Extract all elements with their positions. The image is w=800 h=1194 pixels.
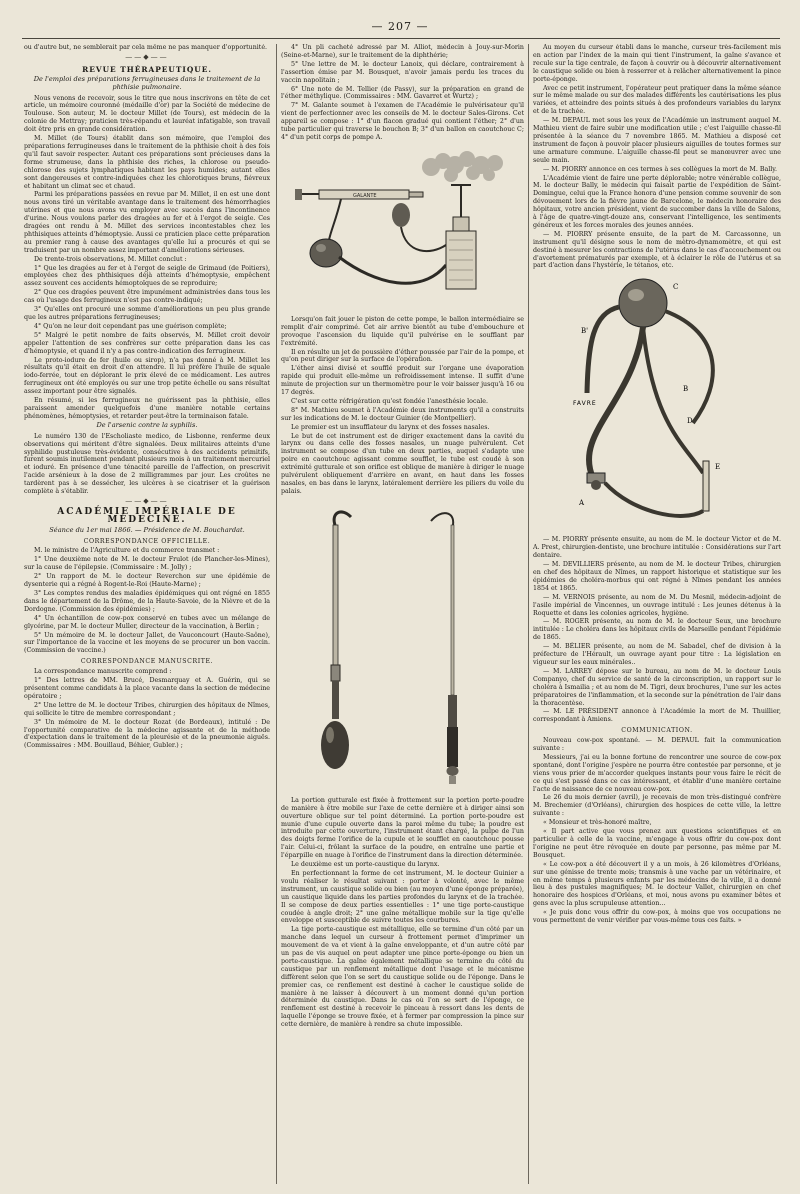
fig-letter: E	[715, 463, 721, 472]
paragraph: 1° Des lettres de MM. Brucé, Desmarquay et A. Guérin, qui se présentent comme candidats à la place vacante dans la section de médecine opératoire ;	[24, 677, 270, 700]
paragraph: C'est sur cette réfrigération qu'est fondée l'anesthésie locale.	[291, 397, 488, 405]
paragraph: 7° M. Galante soumet à l'examen de l'Académie le pulvérisateur qu'il vient de perfectionner avec les conseils de M. le docteur Sales-Girons. Cet appareil se compose : 1° d'un flacon gradué qui contient l'éther; 2° d'un tube particulier qui traverse le bouchon B; 3° d'un ballon en caoutchouc C; 4° d'un petit corps de pompe A.	[281, 102, 524, 141]
paragraph: — M. PIORRY annonce en ces termes à ses collègues la mort de M. Bally.	[543, 165, 777, 173]
paragraph: Le 26 du mois dernier (avril), je recevais de mon très-distingué confrère M. Brechemier (d'Orléans), chirurgien des hospices de cette ville, la lettre suivante :	[533, 794, 781, 818]
section-heading: COMMUNICATION.	[621, 727, 693, 735]
metro-dynamometer-figure	[533, 273, 781, 533]
paragraph: — M. PIORRY présente ensuite, de la part de M. Carcassonne, un instrument qu'il désigne sous le nom de mètro-dynamomètre, et qui est destiné à mesurer les contractions de l'utérus dans le cas d'accouchement ou d'avortement prématurés par exemple, et à éclairer le rôle de l'utérus et sa part d'action dans l'hystérie, le tétanos, etc.	[533, 230, 781, 270]
paragraph: Parmi les préparations passées en revue par M. Millet, il en est une dont nous avons tiré un véritable avantage dans le traitement des hémorrhagies utérines et que nous avons vu employer avec succès dans l'incontinence d'urine. Nous voulons parler des dragées au fer et à l'ergot de seigle. Ces dragées ont rendu à M. Millet des services incontestables chez les phthisiques atteints d'hémoptysie. Aussi ce praticien place cette préparation au premier rang à cause des avantages qu'elle lui a procurés et qui se traduisent par un nombre assez important d'améliorations sérieuses.	[24, 191, 270, 254]
paragraph: De trente-trois observations, M. Millet conclut :	[34, 255, 187, 263]
ornament-divider: ——◆——	[125, 52, 169, 61]
insufflator-figure	[281, 499, 524, 794]
paragraph: Le proto-iodure de fer (huile ou sirop), n'a pas donné à M. Millet les résultats qu'il était en droit d'en attendre. Il lui préfère l'huile de squale iodo-ferrée, tout en déplorant le prix élevé de ce médicament. Les autres ferrugineux ont été employés ou sur une trop petite échelle ou sans résultat assez important pour être signalés.	[24, 356, 270, 396]
paragraph: 3° Les comptes rendus des maladies épidémiques qui ont régné en 1855 dans le département de la Drôme, de la Haute-Savoie, de la Nièvre et de la Dordogne. (Commission des épidémies) ;	[24, 590, 270, 613]
paragraph: 2° Une lettre de M. le docteur Tribes, chirurgien des hôpitaux de Nîmes, qui sollicite le titre de membre correspondant ;	[24, 701, 270, 717]
galante-sprayer-figure	[281, 145, 524, 313]
paragraph: Le premier est un insufflateur du larynx et des fosses nasales.	[291, 423, 490, 431]
section-heading: CORRESPONDANCE MANUSCRITE.	[80, 658, 214, 666]
column-3	[533, 44, 781, 1184]
paragraph: Le deuxième est un porte-caustique du larynx.	[291, 861, 440, 869]
column-1	[24, 44, 270, 1184]
paragraph: — M. DEPAUL met sous les yeux de l'Académie un instrument auquel M. Mathieu vient de faire subir une modification utile ; c'est l'aiguille chasse-fil présentée à la séance du 7 novembre 1865. M. Mathieu a disposé cet instrument de façon à pouvoir placer plusieurs aiguilles de toutes formes sur une armature commune. L'aiguille chasse-fil peut se manœuvrer avec une seule main.	[533, 117, 781, 164]
page-number: — 207 —	[371, 20, 429, 33]
paragraph: 8° M. Mathieu soumet à l'Académie deux instruments qu'il a construits sur les indications de M. le docteur Guinier (de Montpellier).	[281, 406, 524, 422]
paragraph: — M. PIORRY présente ensuite, au nom de M. le docteur Victor et de M. A. Prest, chirurgien-dentiste, une brochure intitulée : Considérations sur l'art dentaire.	[533, 536, 781, 560]
paragraph: Avec ce petit instrument, l'opérateur peut pratiquer dans la même séance sur le même malade ou sur des malades différents les cautérisations les plus variées, et atteindre des points situés à des profondeurs variables du larynx et de la trachée.	[533, 84, 781, 116]
paragraph: 1° Une deuxième note de M. le docteur Frulot (de Plancher-les-Mines), sur la cause de l'épilepsie. (Commissaire : M. Jolly) ;	[24, 556, 270, 572]
ornament-divider: ——◆——	[125, 496, 169, 505]
paragraph: Lorsqu'on fait jouer le piston de cette pompe, le ballon intermédiaire se remplit d'air comprimé. Cet air arrive bientôt au tube d'embouchure et provoque l'ascension du liquide qu'il pulvérise en le soufflant par l'extrémité.	[281, 315, 524, 347]
seance-line: Séance du 1er mai 1866. — Présidence de M. Bouchardat.	[49, 525, 245, 534]
top-rule	[22, 38, 780, 39]
paragraph: 5° Malgré le petit nombre de faits observés, M. Millet croit devoir appeler l'attention de ses confrères sur cette préparation dans les cas d'hémoptysie, et quand il n'y a pas contre-indication des ferrugineux.	[24, 331, 270, 355]
paragraph: 4° Un pli cacheté adressé par M. Alliot, médecin à Jouy-sur-Morin (Seine-et-Marne), sur le traitement de la diphthérie;	[281, 44, 524, 59]
paragraph: 6° Une note de M. Tellier (de Passy), sur la préparation en grand de l'éther méthylique. (Commissaires : MM. Gavarret et Wurtz) ;	[281, 85, 524, 101]
fig-letter: A	[579, 499, 585, 508]
paragraph: 3° Un mémoire de M. le docteur Rozat (de Bordeaux), intitulé : De l'opportunité comparative de la médecine agissante et de la méthode d'expectation dans le traitement de la pleurésie et de la pneumonie aiguës. (Commissaires : MM. Bouillaud, Béhier, Gubler.) ;	[24, 718, 270, 750]
paragraph: — M. DEVILLIERS présente, au nom de M. le docteur Tribes, chirurgien en chef des hôpitaux de Nîmes, un rapport historique et statistique sur les épidémies de choléra-morbus qui ont régné à Nîmes pendant les années 1854 et 1865.	[533, 561, 781, 592]
academy-title: ACADÉMIE IMPÉRIALE DE MÉDECINE.	[57, 506, 237, 525]
paragraph: 4° Qu'on ne leur doit cependant pas une guérison complète;	[34, 322, 227, 330]
section-heading: CORRESPONDANCE OFFICIELLE.	[83, 537, 211, 545]
paragraph: 5° Une lettre de M. le docteur Lanoix, qui déclare, contrairement à l'assertion émise par M. Bousquet, n'avoir jamais perdu les traces du vaccin napolitain ;	[281, 60, 524, 84]
paragraph: 5° Un mémoire de M. le docteur Jallet, de Vauconcourt (Haute-Saône), sur l'importance de la vaccine et les moyens de se procurer un bon vaccin. (Commission de vaccine.)	[24, 631, 270, 655]
paragraph: En perfectionnant la forme de cet instrument, M. le docteur Guinier a voulu réaliser le résultat suivant : porter à volonté, avec le même instrument, un caustique solide ou bien (au moyen d'une éponge préparée), un caustique liquide dans les parties profondes du larynx et de la trachée. Il se compose de deux parties essentielles : 1° une tige porte-caustique coudée à angle droit; 2° une gaîne métallique mobile sur la tige qu'elle enveloppe et susceptible de suivre toutes les courbures.	[281, 869, 524, 925]
paragraph: L'Académie vient de faire une perte déplorable; notre vénérable collègue, M. le docteur Bally, le médecin qui faisait partie de l'expédition de Saint-Domingue, celui que la France honora d'une pension comme souvenir de son dévouement lors de la fièvre jaune de Barcelone, le médecin honoraire des hôpitaux, votre ancien président, vient de succomber dans la ville de Salons, à l'âge de quatre-vingt-douze ans, conservant l'intelligence, les sentiments généreux et les forces morales des jeunes années.	[533, 174, 781, 229]
intro-text: ou d'autre but, ne semblerait par cela même ne pas manquer d'opportunité.	[24, 44, 268, 51]
column-divider	[528, 44, 529, 1184]
paragraph: 3° Qu'elles ont procuré une somme d'améliorations un peu plus grande que les autres préparations ferrugineuses;	[24, 306, 270, 321]
fig-letter: D	[687, 417, 693, 426]
paragraph: En résumé, si les ferrugineux ne guérissent pas la phthisie, elles paraissent amender quelquefois d'une manière notable certains phénomènes, hémoptysies, et retarder peut-être la terminaison fatale.	[24, 397, 270, 420]
column-divider	[276, 44, 277, 1184]
paragraph: Messieurs, j'ai eu la bonne fortune de rencontrer une source de cow-pox spontané, dont l'origine j'espère ne pourra être contestée par personne, et je viens vous prier de m'accorder quelques instants pour vous faire le récit de ce qui s'est passé dans ce cas intéressant, et établir d'une manière certaine l'acte de naissance de ce nouveau cow-pox.	[533, 753, 781, 793]
paragraph: — M. LE PRÉSIDENT annonce à l'Académie la mort de M. Thuillier, correspondant à Amiens.	[533, 708, 781, 724]
fig1-label: GALANTE	[353, 192, 377, 199]
column-2	[281, 44, 524, 1184]
paragraph: La tige porte-caustique est métallique, elle se termine d'un côté par un manche dans lequel un curseur à frottement permet d'imprimer un mouvement de va et vient à la gaîne enveloppante, et d'un autre côté par un pas de vis auquel on peut adapter une pince porte-éponge ou bien un porte-caustique. La gaîne également métallique se termine du côté du caustique par un renflement métallique dont l'usage et le mécanisme diffèrent selon que l'on se sert du caustique solide ou de l'éponge. Dans le premier cas, ce renflement est destiné à cacher le caustique solide de manière à ne laisser à découvert à un moment donné qu'un portion déterminée du caustique. Dans le cas où l'on se sert de l'éponge, ce renflement est destiné à recevoir le pinceau à ressort dans les dents de laquelle l'éponge se trouve fixée, et à fermer par compression la pince sur cette dernière, de manière à rendre sa chute impossible.	[281, 926, 524, 1029]
paragraph: La correspondance manuscrite comprend :	[34, 668, 172, 676]
paragraph: 2° Que ces dragées peuvent être impunément administrées dans tous les cas où l'usage des ferrugineux n'est pas contre-indiqué;	[24, 289, 270, 305]
fig-label: FAVRE	[573, 400, 597, 408]
paragraph: — M. LARREY dépose sur le bureau, au nom de M. le docteur Louis Companyo, chef du service de santé de la circonscription, un rapport sur le choléra à Ismailia ; et au nom de M. Tigri, deux brochures, l'une sur les actes préparatoires de l'inflammation, et la seconde sur la pénétration de l'air dans la thoracentèse.	[533, 667, 781, 707]
paragraph: M. Millet (de Tours) établit dans son mémoire, que l'emploi des préparations ferrugineuses dans le traitement de la phthisie choit à des fois qu'il faut savoir respecter. Autant ces préparations sont précieuses dans la forme strumeuse, dans la phthisie des riches, la chlorose ou pseudo-chlorose des sujets lymphatiques habitant les pays humides; autant elles sont dangereuses et contre-indiquées chez les chlorotiques bruns, fiévreux et habitant un climat sec et chaud.	[24, 135, 270, 190]
paragraph: Le numéro 130 de l'Escholiaste medico, de Lisbonne, renferme deux observations qui méritent d'être signalées. Deux militaires atteints d'une syphilide pustuleuse très-évidente, consécutive à des accidents primitifs, furent soumis inutilement pendant plusieurs mois à un traitement mercuriel et ioduré. En présence d'une ténacité pareille de l'affection, on prescrivit l'acide arsénieux à la dose de 2 milligrammes par jour. Les croûtes ne tardèrent pas à se dessécher, les ulcères à se cicatriser et la guérison complète à s'établir.	[24, 432, 270, 496]
fig-letter: B'	[581, 327, 589, 336]
fig-letter: C	[673, 283, 679, 292]
paragraph: — M. VERNOIS présente, au nom de M. Du Mesnil, médecin-adjoint de l'asile impérial de Vincennes, un ouvrage intitulé : Les jeunes détenus à la Roquette et dans les colonies agricoles, hygiène.	[533, 593, 781, 617]
paragraph: « Il part active que vous prenez aux questions scientifiques et en particulier à celle de la vaccine, m'engage à vous offrir du cow-pox dont l'origine ne peut être révoquée en doute par personne, pas même par M. Bousquet.	[533, 828, 781, 859]
paragraph: 2° Un rapport de M. le docteur Reverchon sur une épidémie de dysenterie qui a régné à Rogent-le-Roi (Haute-Marne) ;	[24, 573, 270, 589]
paragraph: Nous venons de recevoir, sous le titre que nous inscrivons en tête de cet article, un mémoire couronné (médaille d'or) par la Société de médecine de Toulouse. Son auteur, M. le docteur Millet (de Tours), est médecin de la colonie de Mettray; praticien très-répandu et lauréat infatigable, son travail doit être pris en grande considération.	[24, 94, 270, 134]
paragraph: 1° Que les dragées au fer et à l'ergot de seigle de Grimaud (de Poitiers), employées chez des phthisiques déjà atteints d'hémoptysie, empêchent assez souvent ces accidents hémoptoïques de se reproduire;	[24, 264, 270, 288]
article-title: De l'arsenic contre la syphilis.	[96, 420, 198, 429]
article-title: De l'emploi des préparations ferrugineuses dans le traitement de la phthisie pulmonaire.	[33, 74, 261, 91]
fig-letter: B	[683, 385, 689, 394]
paragraph: « Le cow-pox a été découvert il y a un mois, à 26 kilomètres d'Orléans, sur une génisse de trente mois; transmis à une vache par un vétérinaire, et en même temps à plusieurs enfants par les médecins de la ville, il a donné lieu à des pustules magnifiques; M. le docteur Vallet, chirurgien en chef honoraire des hospices d'Orléans, et moi, nous avons pu examiner bêtes et gens avec la plus scrupuleuse attention...	[533, 860, 781, 908]
paragraph: Il en résulte un jet de poussière d'éther poussée par l'air de la pompe, et qu'on peut diriger sur la surface de l'opération.	[281, 348, 524, 364]
paragraph: — M. BÉLIER présente, au nom de M. Sabadel, chef de division à la préfecture de l'Hérault, un ouvrage ayant pour titre : La législation en vigueur sur les eaux minérales..	[533, 643, 781, 666]
paragraph: Nouveau cow-pox spontané. — M. DEPAUL fait la communication suivante :	[533, 737, 781, 753]
paragraph: La portion gutturale est fixée à frottement sur la portion porte-poudre de manière à être mobile sur l'axe de cette dernière et à diriger ainsi son ouverture oblique sur tel point déterminé. La portion porte-poudre est munie d'une cupule ouverte dans la paroi même du tube; la poudre est introduite par cette ouverture, l'instrument étant chargé, la pulpe de l'un des doigts ferme l'orifice de la cupule et le soufflet en caoutchouc pousse l'air. Celui-ci, frôlant la surface de la poudre, en entraîne une partie et l'éparpille en nuage à l'orifice de l'instrument dans la direction déterminée.	[281, 796, 524, 860]
paragraph: « Monsieur et très-honoré maître,	[543, 819, 652, 827]
paragraph: M. le ministre de l'Agriculture et du commerce transmet :	[34, 547, 220, 555]
paragraph: Le but de cet instrument est de diriger exactement dans la cavité du larynx ou dans celle des fosses nasales, un nuage pulvérulent. Cet instrument se compose d'un tube en deux parties, auquel s'adapte une poire en caoutchouc agissant comme soufflet, le tube est coudé à son extrémité gutturale et son orifice est oblique de manière à diriger le nuage pulvérulent obliquement d'arrière en avant, en haut dans les fosses nasales, en bas dans le larynx, latéralement derrière les piliers du voile du palais.	[281, 432, 524, 495]
paragraph: « Je puis donc vous offrir du cow-pox, à moins que vos occupations ne vous permettent de venir vérifier par vous-même tous ces faits. »	[533, 909, 781, 925]
rubric-title: REVUE THÉRAPEUTIQUE.	[82, 64, 212, 74]
paragraph: — M. ROGER présente, au nom de M. le docteur Seux, une brochure intitulée : Le choléra dans les hôpitaux civils de Marseille pendant l'épidémie de 1865.	[533, 618, 781, 642]
paragraph: L'éther ainsi divisé et soufflé produit sur l'organe une évaporation rapide qui produit elle-même un refroidissement intense. Il suffit d'une minute de projection sur un thermomètre pour le voir baisser jusqu'à 16 ou 17 degrés.	[281, 365, 524, 397]
paragraph: Au moyen du curseur établi dans le manche, curseur très-facilement mis en action par l'index de la main qui tient l'instrument, la gaîne s'avance et recule sur la tige centrale, de façon à couvrir ou à découvrir alternativement le caustique solide ou bien à resserrer et à relâcher alternativement la pince porte-éponge.	[533, 44, 781, 83]
paragraph: 4° Un échantillon de cow-pox conservé en tubes avec un mélange de glycérine, par M. le docteur Muller, directeur de la vaccination, à Berlin ;	[24, 614, 270, 630]
